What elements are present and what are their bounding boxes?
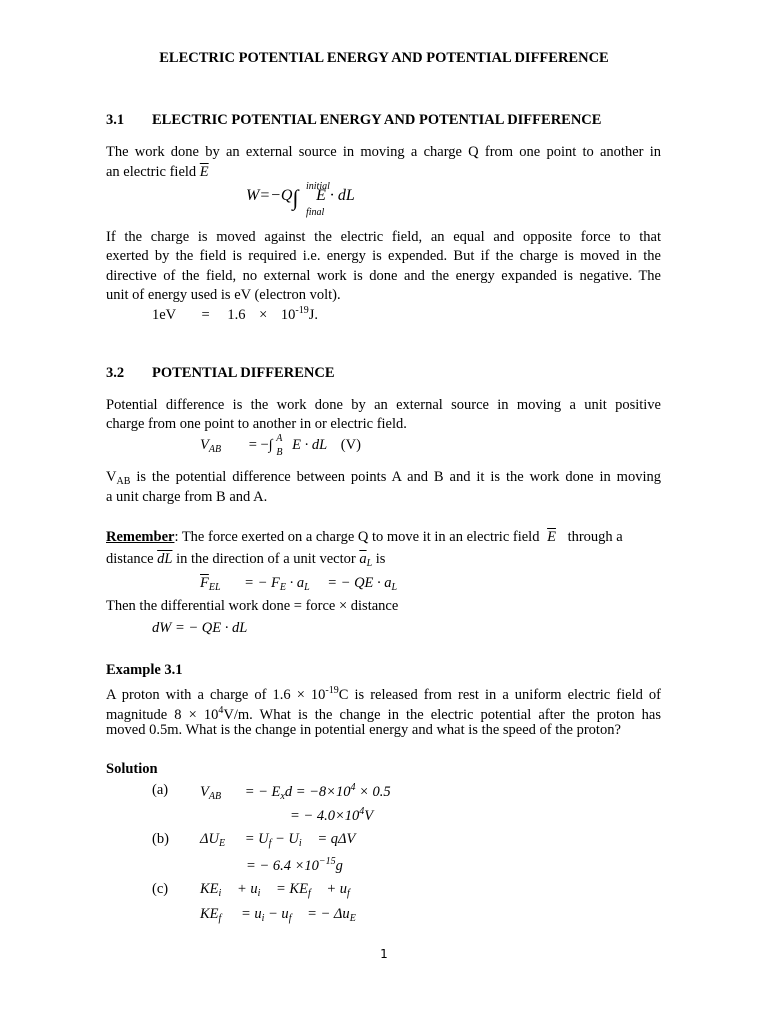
solution-a2-equation — [290, 806, 373, 825]
subscript: f — [307, 888, 311, 899]
eq-rhs: = − F — [244, 575, 280, 591]
eq-term: = u — [240, 906, 262, 922]
equation-work — [246, 181, 355, 218]
equation-ev — [152, 305, 318, 324]
remember-label: Remember — [106, 529, 175, 545]
paragraph-line: The work done by an external source in moving a charge Q from one point to another in — [106, 144, 661, 160]
eq-rhs: · a — [289, 575, 305, 591]
section-title: ELECTRIC POTENTIAL ENERGY AND POTENTIAL DIFFERENCE — [152, 112, 602, 128]
eq-term: = − Δu — [307, 906, 350, 922]
text: A proton with a charge of 1.6 × 10 — [106, 687, 326, 703]
eq-rhs: = − E — [244, 784, 281, 800]
subscript: i — [261, 913, 265, 924]
eq-lhs: $\overline{F}$ — [200, 575, 209, 591]
unit-vector-symbol: $\overline{a}$ — [359, 551, 367, 567]
eq-rhs: = − QE · a — [327, 575, 392, 591]
text: V/m. What is the change in the electric potential after the proton has — [223, 707, 661, 723]
ev-lhs: 1eV — [152, 307, 176, 323]
solution-c-label: (c) — [152, 881, 169, 897]
eq-term: KE — [200, 881, 219, 897]
eq-lower-limit: final — [306, 207, 325, 218]
document-title: ELECTRIC POTENTIAL ENERGY AND POTENTIAL DIFFERENCE — [159, 50, 609, 66]
eq-upper-limit: initial — [306, 181, 330, 192]
section-number: 3.1 — [106, 112, 125, 128]
subscript: E — [349, 913, 356, 924]
subscript: AB — [116, 476, 131, 487]
solution-a-label: (a) — [152, 782, 169, 798]
solution-a-equation — [200, 782, 391, 802]
subscript: L — [366, 558, 373, 569]
subscript: i — [298, 838, 302, 849]
solution-c1-equation — [200, 881, 350, 899]
subscript: E — [218, 838, 226, 849]
dl-symbol: $\overline{dL}$ — [157, 551, 173, 567]
remember-line — [106, 528, 623, 547]
equation-potential-difference — [200, 433, 361, 458]
paragraph-line: unit of energy used is eV (electron volt). — [106, 287, 341, 303]
superscript: −15 — [318, 856, 336, 867]
integral-sign-icon: ∫ — [292, 185, 299, 210]
solution-b-equation — [200, 831, 355, 849]
eq-term: KE — [200, 906, 219, 922]
solution-c2-equation — [200, 906, 356, 924]
eq-rhs: = qΔV — [317, 831, 356, 847]
eq-rhs: d = −8×10 — [284, 784, 351, 800]
eq-term: = KE — [276, 881, 308, 897]
eq-rhs: − U — [275, 831, 299, 847]
example-title: Example 3.1 — [106, 662, 183, 678]
paragraph-line: directive of the field, no external work is done and the energy expanded is negative. The — [106, 268, 661, 284]
subscript: AB — [208, 791, 222, 802]
section-title: POTENTIAL DIFFERENCE — [152, 365, 335, 381]
eq-unit: (V) — [340, 437, 361, 453]
eq-lower-limit: B — [276, 447, 283, 458]
eq-lhs: ΔU — [200, 831, 219, 847]
ev-exponent: -19 — [295, 305, 309, 316]
page-number: 1 — [380, 947, 388, 961]
subscript: f — [347, 888, 350, 899]
ev-value: 1.6 — [227, 307, 246, 323]
ev-unit: J. — [308, 307, 319, 323]
field-symbol: $\overline{E}$ — [547, 529, 556, 545]
eq-lhs-sub: EL — [208, 582, 221, 593]
paragraph-line — [106, 163, 209, 182]
subscript: L — [391, 582, 398, 593]
equation-dw: dW = − QE · dL — [152, 620, 248, 636]
paragraph-line: Then the differential work done = force × distance — [106, 598, 399, 614]
subscript: i — [218, 888, 222, 899]
subscript: f — [288, 913, 292, 924]
eq-lhs: W=−Q — [246, 187, 293, 204]
superscript: 4 — [218, 705, 224, 716]
eq-integrand: E · dL — [292, 437, 328, 453]
solution-b-label: (b) — [152, 831, 169, 847]
eq-rhs: = − 4.0×10 — [290, 808, 360, 824]
remember-line — [106, 550, 385, 573]
eq-term: + u — [326, 881, 348, 897]
paragraph-line: exerted by the field is required i.e. energy is expended. But if the charge is moved in the — [106, 248, 661, 264]
subscript: x — [280, 791, 285, 802]
subscript: i — [257, 888, 261, 899]
text: magnitude 8 × 10 — [106, 707, 219, 723]
paragraph-line: moved 0.5m. What is the change in potential energy and what is the speed of the proton? — [106, 722, 621, 738]
eq-rhs: = − 6.4 ×10 — [246, 858, 319, 874]
eq-lhs: V — [200, 784, 209, 800]
subscript: E — [279, 582, 286, 593]
eq-lhs: V — [200, 437, 209, 453]
text: V — [106, 469, 117, 485]
section-number: 3.2 — [106, 365, 125, 381]
eq-rhs: × 0.5 — [359, 784, 391, 800]
paragraph-line: a unit charge from B and A. — [106, 489, 268, 505]
text: through a — [567, 529, 623, 545]
ev-base: 10 — [280, 307, 296, 323]
text: is the potential difference between points A and B and it is the work done in moving — [130, 469, 661, 485]
subscript: f — [268, 838, 272, 849]
paragraph-line: If the charge is moved against the electric field, an equal and opposite force to that — [106, 229, 661, 245]
eq-lhs-sub: AB — [208, 444, 222, 455]
text: is — [375, 551, 386, 567]
text: : The force exerted on a charge Q to move it in an electric field — [174, 529, 540, 545]
eq-term: + u — [236, 881, 258, 897]
eq-term: − u — [268, 906, 289, 922]
superscript: -19 — [325, 685, 339, 696]
paragraph-line: charge from one point to another in or electric field. — [106, 416, 407, 432]
unit: V — [364, 808, 374, 824]
solution-title: Solution — [106, 761, 158, 777]
unit: g — [335, 858, 343, 874]
ev-eq: = — [201, 307, 210, 323]
solution-b2-equation — [246, 856, 343, 875]
eq-rhs: = U — [244, 831, 269, 847]
eq-integrand: E · dL — [316, 187, 355, 204]
field-symbol: $\overline{E}$ — [199, 164, 209, 180]
paragraph-line: Potential difference is the work done by an external source in moving a unit positive — [106, 397, 661, 413]
superscript: 4 — [350, 782, 356, 793]
text: C is released from rest in a uniform electric field of — [338, 687, 661, 703]
superscript: 4 — [359, 806, 365, 817]
ev-times: × — [259, 307, 268, 323]
subscript: L — [304, 582, 310, 593]
text: an electric field — [106, 164, 197, 180]
eq-upper-limit: A — [276, 433, 283, 444]
equation-force — [200, 575, 397, 593]
text: in the direction of a unit vector — [176, 551, 356, 567]
text: distance — [106, 551, 154, 567]
eq-rhs: = −∫ — [248, 437, 273, 453]
subscript: f — [218, 913, 222, 924]
